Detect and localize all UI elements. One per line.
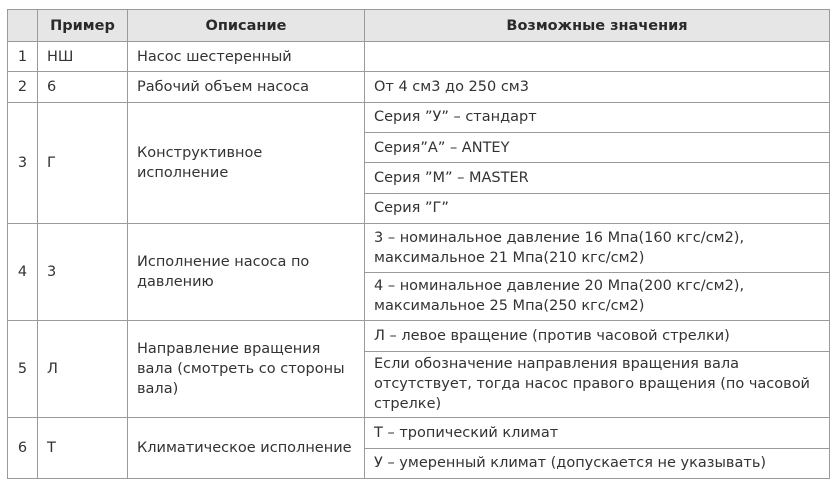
row-num: 6 bbox=[8, 418, 38, 479]
row-description: Направление вращения вала (смотреть со стороны вала) bbox=[128, 321, 365, 418]
row-value: От 4 см3 до 250 см3 bbox=[365, 72, 830, 102]
row-value: Если обозначение направления вращения вала отсутствует, тогда насос правого вращения (по часовой стрелке) bbox=[365, 351, 830, 418]
table-row bbox=[8, 72, 830, 102]
row-value: Серия ”М” – MASTER bbox=[365, 163, 830, 193]
row-example: Л bbox=[38, 321, 128, 418]
row-value: Т – тропический климат bbox=[365, 418, 830, 448]
row-example: 3 bbox=[38, 224, 128, 321]
header-example: Пример bbox=[38, 10, 128, 42]
header-row bbox=[8, 10, 830, 42]
row-description: Исполнение насоса по давлению bbox=[128, 224, 365, 321]
row-value: Серия ”У” – стандарт bbox=[365, 102, 830, 132]
row-example: Т bbox=[38, 418, 128, 479]
designation-table bbox=[7, 9, 830, 479]
row-description: Климатическое исполнение bbox=[128, 418, 365, 479]
row-value: У – умеренный климат (допускается не указывать) bbox=[365, 448, 830, 478]
table-row bbox=[8, 418, 830, 448]
table-row bbox=[8, 224, 830, 273]
row-example: 6 bbox=[38, 72, 128, 102]
row-value: Л – левое вращение (против часовой стрелки) bbox=[365, 321, 830, 351]
row-description: Конструктивное исполнение bbox=[128, 102, 365, 223]
row-example: Г bbox=[38, 102, 128, 223]
row-value: 4 – номинальное давление 20 Мпа(200 кгс/см2), максимальное 25 Мпа(250 кгс/см2) bbox=[365, 272, 830, 321]
row-value: 3 – номинальное давление 16 Мпа(160 кгс/см2), максимальное 21 Мпа(210 кгс/см2) bbox=[365, 224, 830, 273]
table-row bbox=[8, 321, 830, 351]
row-num: 5 bbox=[8, 321, 38, 418]
header-description: Описание bbox=[128, 10, 365, 42]
row-value: Серия”А” – ANTEY bbox=[365, 133, 830, 163]
row-description: Насос шестеренный bbox=[128, 42, 365, 72]
row-num: 4 bbox=[8, 224, 38, 321]
header-values: Возможные значения bbox=[365, 10, 830, 42]
table-row bbox=[8, 42, 830, 72]
row-value: Серия ”Г” bbox=[365, 193, 830, 223]
row-num: 1 bbox=[8, 42, 38, 72]
row-example: НШ bbox=[38, 42, 128, 72]
header-num bbox=[8, 10, 38, 42]
table-row bbox=[8, 102, 830, 132]
row-value bbox=[365, 42, 830, 72]
row-num: 2 bbox=[8, 72, 38, 102]
row-description: Рабочий объем насоса bbox=[128, 72, 365, 102]
row-num: 3 bbox=[8, 102, 38, 223]
